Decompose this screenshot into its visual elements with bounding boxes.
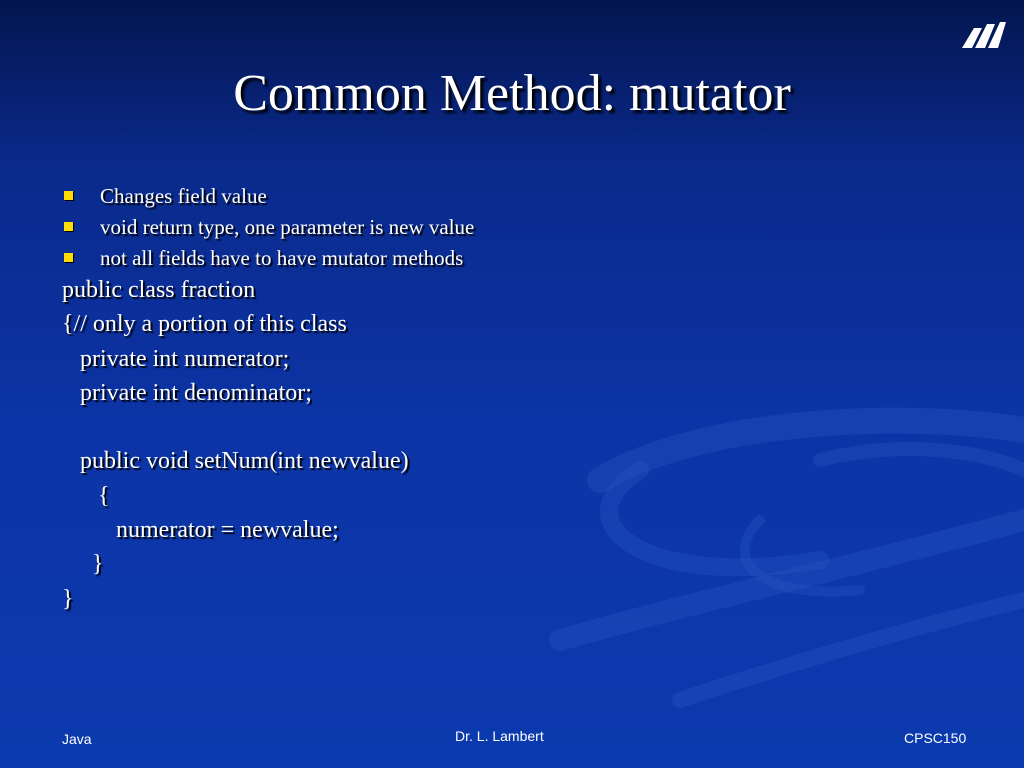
- code-block: [62, 274, 409, 617]
- footer-left-text: Java: [62, 731, 92, 747]
- bullet-text: not all fields have to have mutator methods: [100, 246, 464, 270]
- code-line: {: [62, 482, 110, 509]
- bullet-list: [62, 182, 474, 275]
- code-line: public void setNum(int newvalue): [62, 448, 409, 475]
- code-line: {// only a portion of this class: [62, 311, 347, 338]
- code-line: public class fraction: [62, 277, 256, 303]
- footer-center-text: Dr. L. Lambert: [455, 728, 544, 744]
- bullet-item: [62, 182, 474, 213]
- square-bullet-icon: [64, 222, 73, 231]
- code-line: }: [62, 551, 104, 578]
- footer-right-text: CPSC150: [904, 730, 967, 746]
- square-bullet-icon: [64, 191, 73, 200]
- square-bullet-icon: [64, 253, 73, 262]
- slide-title: Common Method: mutator: [233, 65, 791, 122]
- code-line: numerator = newvalue;: [62, 517, 339, 544]
- code-line: private int numerator;: [62, 345, 290, 372]
- bullet-text: void return type, one parameter is new value: [100, 215, 475, 239]
- logo-icon: [962, 20, 1006, 50]
- bullet-item: [62, 244, 474, 275]
- bullet-item: [62, 213, 474, 244]
- code-line: private int denominator;: [62, 379, 312, 406]
- code-line: [62, 411, 409, 445]
- bullet-text: Changes field value: [100, 184, 267, 208]
- code-line: }: [62, 585, 74, 612]
